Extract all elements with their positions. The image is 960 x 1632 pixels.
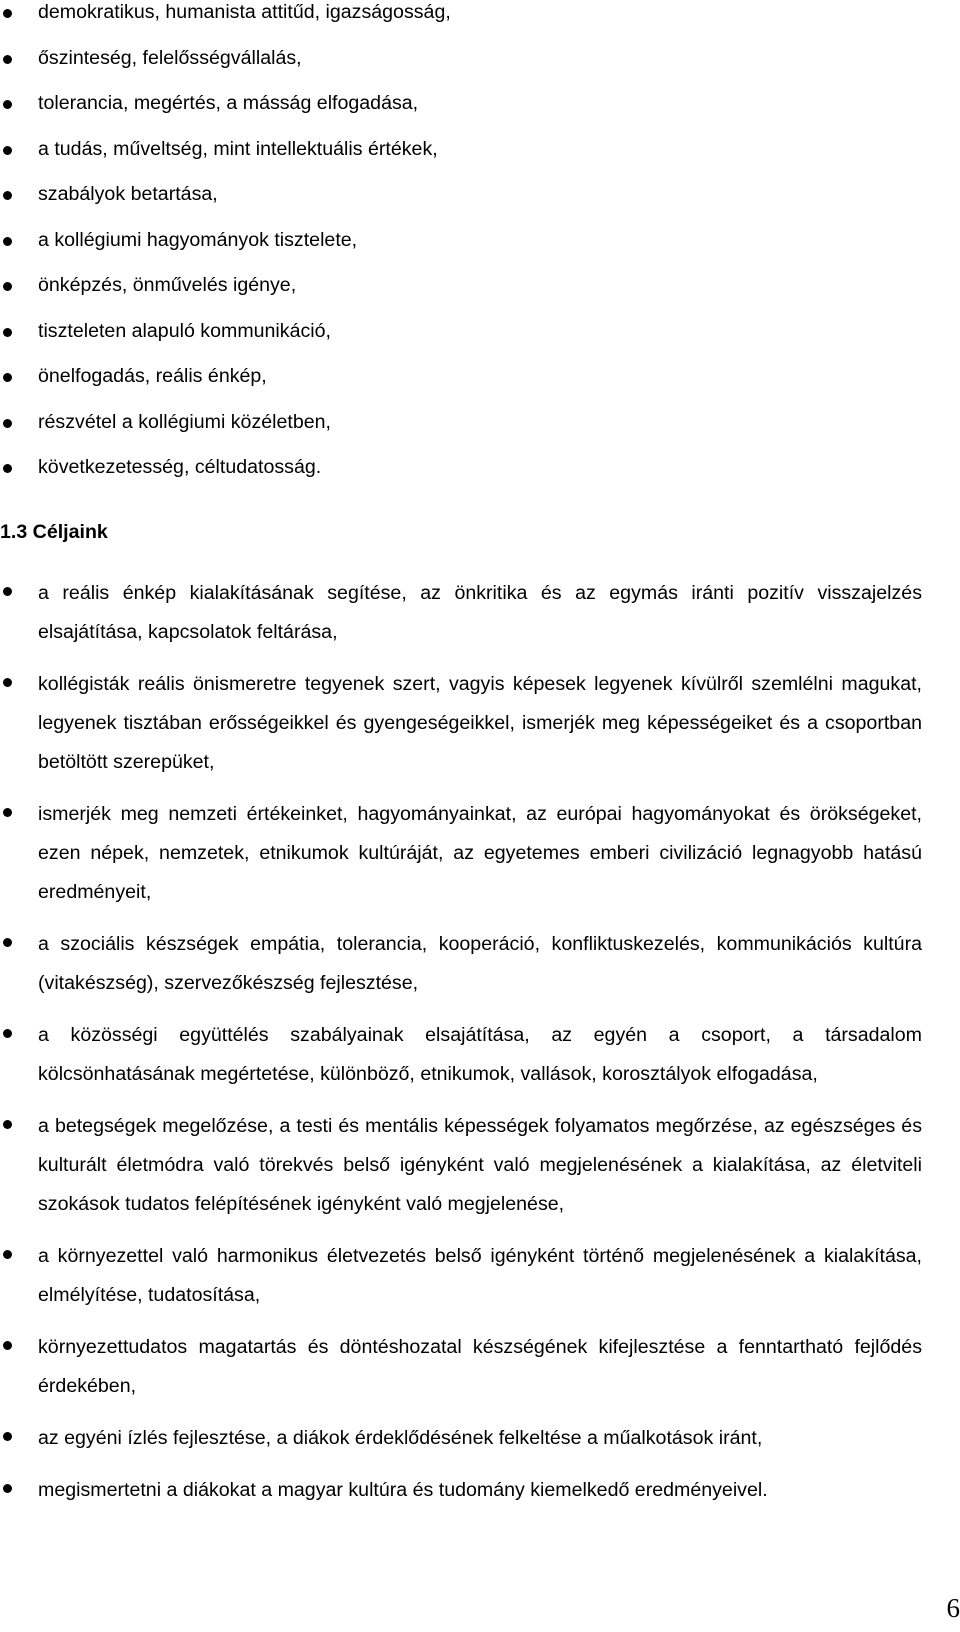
bullet-icon bbox=[3, 282, 12, 291]
list-item-text: a betegségek megelőzése, a testi és mentális képességek folyamatos megőrzése, az egészséges és kulturált életmódra való törekvés belső igényként való megjelenésének a kialakítása, az életviteli szokások tudatos felépítésének igényként való megjelenése, bbox=[38, 1115, 922, 1215]
bullet-icon bbox=[3, 464, 12, 473]
bullet-icon bbox=[3, 1120, 12, 1129]
list-item-text: környezettudatos magatartás és döntéshozatal készségének kifejlesztése a fenntartható fejlődés érdekében, bbox=[38, 1336, 922, 1397]
list-item-text: szabályok betartása, bbox=[38, 183, 218, 205]
list-item bbox=[0, 1237, 960, 1315]
list-item-text: részvétel a kollégiumi közéletben, bbox=[38, 410, 331, 433]
list-item bbox=[0, 1016, 960, 1094]
goals-list bbox=[0, 574, 960, 1523]
list-item-text: demokratikus, humanista attitűd, igazságosság, bbox=[38, 1, 451, 23]
list-item bbox=[0, 665, 960, 782]
list-item-text: a környezettel való harmonikus életvezetés belső igényként történő megjelenésének a kialakítása, elmélyítése, tudatosítása, bbox=[38, 1245, 922, 1306]
bullet-icon bbox=[3, 328, 12, 337]
list-item bbox=[0, 273, 960, 319]
list-item bbox=[0, 574, 960, 652]
list-item bbox=[0, 319, 960, 365]
list-item bbox=[0, 1328, 960, 1406]
list-item bbox=[0, 795, 960, 912]
list-item-text: őszinteség, felelősségvállalás, bbox=[38, 46, 302, 69]
bullet-icon bbox=[3, 1029, 12, 1038]
list-item bbox=[0, 91, 960, 137]
list-item bbox=[0, 364, 960, 410]
list-item-text: önelfogadás, reális énkép, bbox=[38, 365, 267, 387]
list-item bbox=[0, 925, 960, 1003]
bullet-icon bbox=[3, 55, 12, 64]
list-item bbox=[0, 182, 960, 228]
list-item-text: a kollégiumi hagyományok tisztelete, bbox=[38, 228, 358, 251]
list-item bbox=[0, 1419, 960, 1458]
list-item-text: tolerancia, megértés, a másság elfogadása, bbox=[38, 92, 419, 114]
bullet-icon bbox=[3, 678, 12, 687]
list-item-text: kollégisták reális önismeretre tegyenek szert, vagyis képesek legyenek kívülről szemlélni magukat, legyenek tisztában erősségeikkel és gyengeségeikkel, ismerjék meg képességeiket és a csoportban betöltött szerepüket, bbox=[38, 673, 922, 773]
list-item-text: a szociális készségek empátia, tolerancia, kooperáció, konfliktuskezelés, kommunikációs kultúra (vitakészség), szervezőkészség fejlesztése, bbox=[38, 933, 922, 994]
section-heading: 1.3 Céljaink bbox=[0, 521, 108, 543]
bullet-icon bbox=[3, 9, 12, 18]
list-item-text: tiszteleten alapuló kommunikáció, bbox=[38, 319, 331, 342]
values-list bbox=[0, 0, 960, 501]
list-item-text: az egyéni ízlés fejlesztése, a diákok érdeklődésének felkeltése a műalkotások iránt, bbox=[38, 1427, 763, 1449]
list-item-text: megismertetni a diákokat a magyar kultúra és tudomány kiemelkedő eredményeivel. bbox=[38, 1479, 768, 1501]
list-item bbox=[0, 1107, 960, 1224]
bullet-icon bbox=[3, 419, 12, 428]
bullet-icon bbox=[3, 1484, 12, 1493]
list-item bbox=[0, 410, 960, 456]
list-item-text: következetesség, céltudatosság. bbox=[38, 456, 322, 478]
bullet-icon bbox=[3, 237, 12, 246]
bullet-icon bbox=[3, 1432, 12, 1441]
list-item bbox=[0, 228, 960, 274]
bullet-icon bbox=[3, 808, 12, 817]
bullet-icon bbox=[3, 100, 12, 109]
list-item bbox=[0, 455, 960, 501]
bullet-icon bbox=[3, 1341, 12, 1350]
list-item bbox=[0, 46, 960, 92]
page-number: 6 bbox=[946, 1593, 960, 1623]
list-item bbox=[0, 137, 960, 183]
list-item-text: a tudás, műveltség, mint intellektuális értékek, bbox=[38, 137, 438, 160]
bullet-icon bbox=[3, 587, 12, 596]
bullet-icon bbox=[3, 1250, 12, 1259]
list-item-text: önképzés, önművelés igénye, bbox=[38, 274, 297, 296]
list-item bbox=[0, 0, 960, 46]
bullet-icon bbox=[3, 373, 12, 382]
list-item bbox=[0, 1471, 960, 1510]
bullet-icon bbox=[3, 938, 12, 947]
list-item-text: ismerjék meg nemzeti értékeinket, hagyományainkat, az európai hagyományokat és örökségeket, ezen népek, nemzetek, etnikumok kultúráját, az egyetemes emberi civilizáció legnagyobb hatású eredményeit, bbox=[38, 803, 922, 903]
list-item-text: a közösségi együttélés szabályainak elsajátítása, az egyén a csoport, a társadalom kölcsönhatásának megértetése, különböző, etnikumok, vallások, korosztályok elfogadása, bbox=[38, 1024, 922, 1085]
bullet-icon bbox=[3, 146, 12, 155]
bullet-icon bbox=[3, 191, 12, 200]
list-item-text: a reális énkép kialakításának segítése, az önkritika és az egymás iránti pozitív visszajelzés elsajátítása, kapcsolatok feltárása, bbox=[38, 582, 922, 643]
